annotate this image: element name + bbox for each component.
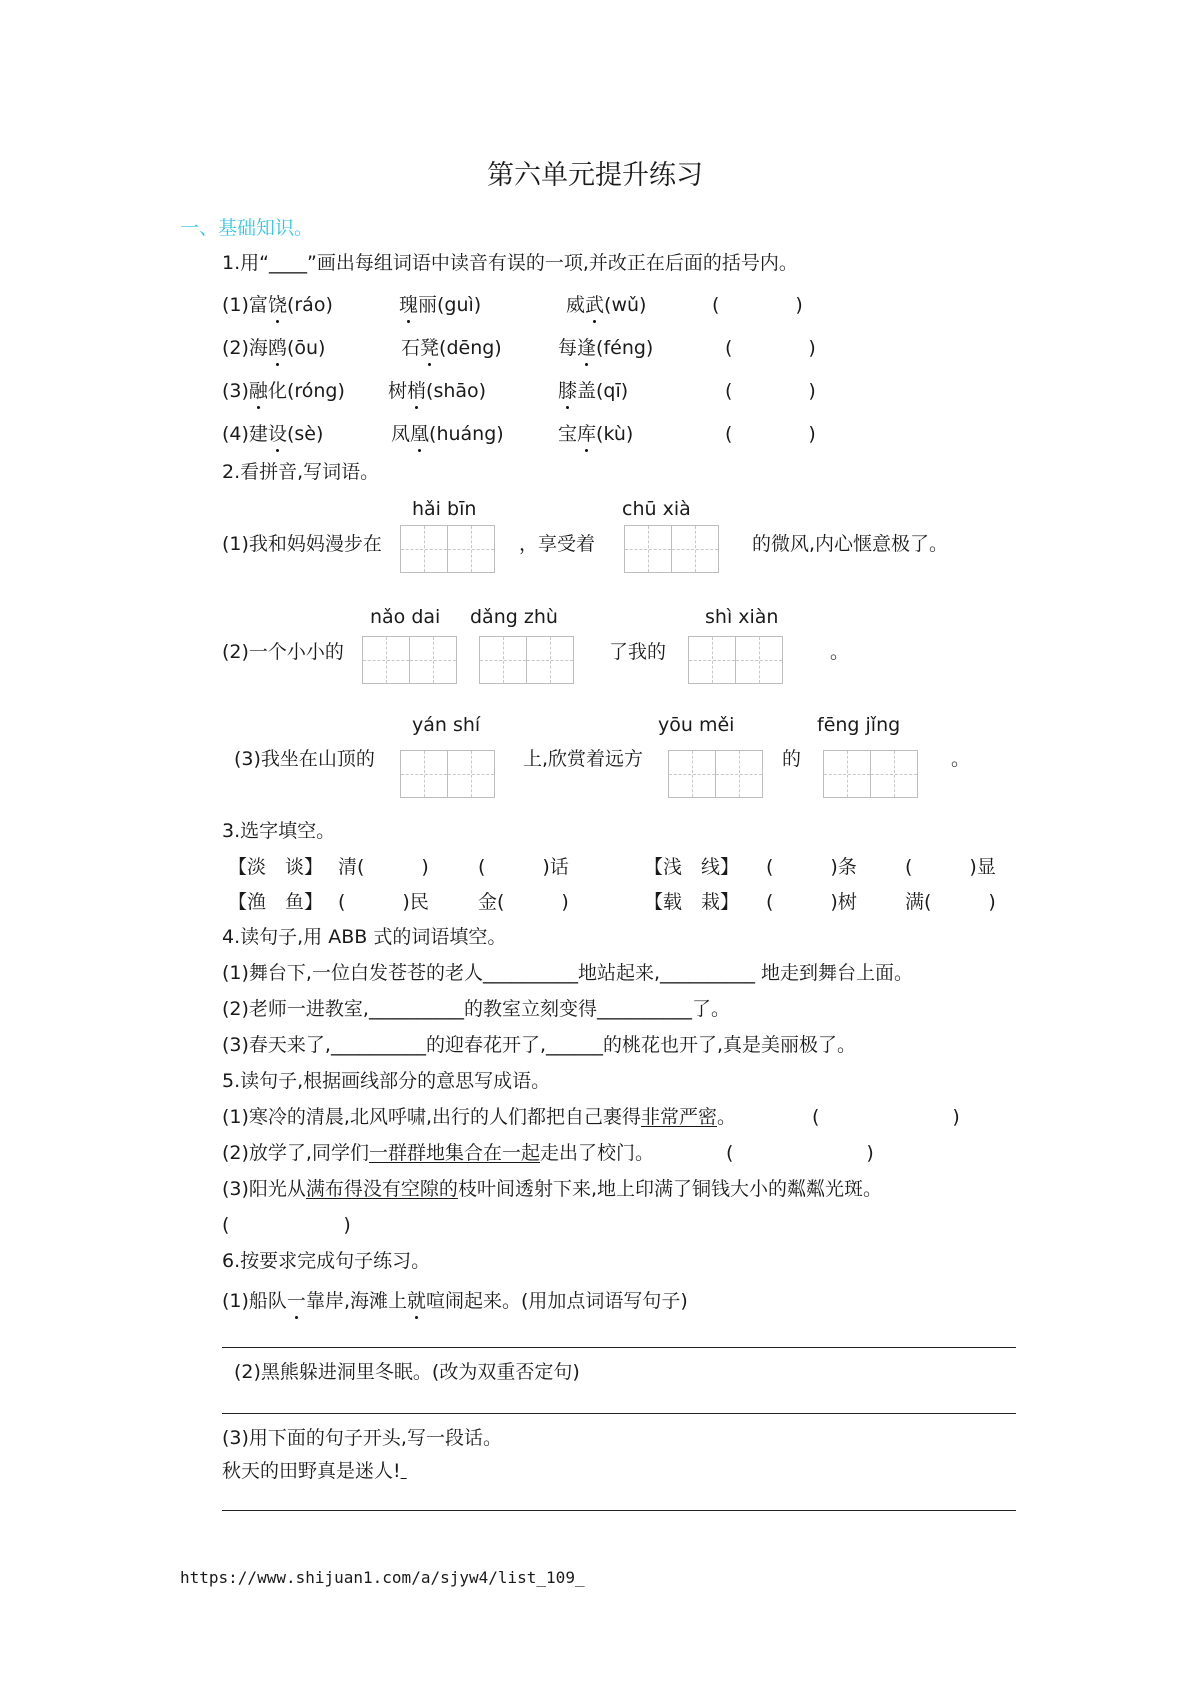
writing-grid[interactable] — [624, 525, 718, 573]
page-title: 第六单元提升练习 — [487, 160, 703, 191]
pinyin-label: yōu měi — [658, 714, 735, 736]
writing-grid[interactable] — [668, 750, 762, 798]
footer-url[interactable]: https://www.shijuan1.com/a/sjyw4/list_109_ — [180, 1568, 585, 1587]
char-group: 【载 栽】 — [644, 891, 740, 913]
answer-line[interactable] — [222, 1347, 1016, 1348]
q6-sentence: (3)用下面的句子开头,写一段话。 — [222, 1427, 502, 1449]
answer-bracket[interactable]: ( ) — [222, 1214, 351, 1236]
pinyin-label: dǎng zhù — [470, 606, 558, 628]
writing-grid[interactable] — [479, 636, 573, 684]
fill-blank[interactable]: ( )显 — [905, 856, 996, 878]
char-group: 【浅 线】 — [644, 856, 740, 878]
fill-blank[interactable]: 金( ) — [478, 891, 569, 913]
writing-grid[interactable] — [823, 750, 917, 798]
fill-blank[interactable]: ( )民 — [338, 891, 429, 913]
q2-text: (3)我坐在山顶的 — [234, 748, 375, 770]
answer-bracket[interactable]: ( ) — [726, 1142, 874, 1164]
pinyin-label: yán shí — [412, 714, 481, 736]
pinyin-label: shì xiàn — [705, 606, 779, 628]
answer-bracket[interactable]: ( ) — [725, 423, 816, 445]
section-heading: 一、基础知识。 — [180, 217, 314, 239]
answer-bracket[interactable]: ( ) — [812, 1106, 960, 1128]
q6-sentence: (2)黑熊躲进洞里冬眠。(改为双重否定句) — [234, 1361, 580, 1383]
writing-grid[interactable] — [400, 750, 494, 798]
fill-blank[interactable]: ( )条 — [766, 856, 857, 878]
q5-sentence: (1)寒冷的清晨,北风呼啸,出行的人们都把自己裹得非常严密。 — [222, 1106, 737, 1128]
q2-text: 上,欣赏着远方 — [523, 748, 644, 770]
fill-blank[interactable]: 清( ) — [338, 856, 429, 878]
q6-title: 6.按要求完成句子练习。 — [222, 1250, 431, 1272]
q6-sentence: 秋天的田野真是迷人! — [222, 1460, 401, 1482]
q2-text: (2)一个小小的 — [222, 641, 344, 663]
q2-text: 。 — [830, 641, 850, 663]
q6-sentence: (1)船队一靠岸,海滩上就喧闹起来。(用加点词语写句子) — [222, 1290, 688, 1312]
pinyin-label: nǎo dai — [370, 606, 441, 628]
pinyin-label: hǎi bīn — [412, 498, 477, 520]
writing-grid[interactable] — [362, 636, 456, 684]
answer-bracket[interactable]: ( ) — [712, 294, 803, 316]
char-group: 【淡 谈】 — [228, 856, 324, 878]
q2-text: (1)我和妈妈漫步在 — [222, 533, 382, 555]
q1-title: 1.用“____”画出每组词语中读音有误的一项,并改正在后面的括号内。 — [222, 252, 798, 274]
q2-title: 2.看拼音,写词语。 — [222, 461, 380, 483]
q4-title: 4.读句子,用 ABB 式的词语填空。 — [222, 926, 507, 948]
fill-blank[interactable]: 满( ) — [905, 891, 996, 913]
fill-blank[interactable]: ( )话 — [478, 856, 569, 878]
q2-text: 了我的 — [609, 641, 667, 663]
answer-line[interactable] — [222, 1413, 1016, 1414]
answer-line[interactable] — [222, 1510, 1016, 1511]
fill-blank[interactable]: ( )树 — [766, 891, 857, 913]
answer-bracket[interactable]: ( ) — [725, 337, 816, 359]
q2-text: 的微风,内心惬意极了。 — [752, 533, 949, 555]
writing-grid[interactable] — [400, 525, 494, 573]
q4-line[interactable]: (1)舞台下,一位白发苍苍的老人__________地站起来,__________ 地走到舞台上面。 — [222, 962, 914, 984]
pinyin-label: chū xià — [622, 498, 691, 520]
q4-line[interactable]: (2)老师一进教室,__________的教室立刻变得__________了。 — [222, 998, 730, 1020]
q5-title: 5.读句子,根据画线部分的意思写成语。 — [222, 1070, 551, 1092]
q4-line[interactable]: (3)春天来了,__________的迎春花开了,______的桃花也开了,真是美丽极了。 — [222, 1034, 857, 1056]
answer-bracket[interactable]: ( ) — [725, 380, 816, 402]
q2-text: 。 — [951, 748, 971, 770]
writing-grid[interactable] — [688, 636, 782, 684]
q2-text: 的 — [782, 748, 802, 770]
char-group: 【渔 鱼】 — [228, 891, 324, 913]
q5-sentence: (3)阳光从满布得没有空隙的枝叶间透射下来,地上印满了铜钱大小的粼粼光斑。 — [222, 1178, 882, 1200]
q5-sentence: (2)放学了,同学们一群群地集合在一起走出了校门。 — [222, 1142, 654, 1164]
pinyin-label: fēng jǐng — [817, 714, 901, 736]
q2-text: ，享受着 — [519, 533, 596, 555]
q3-title: 3.选字填空。 — [222, 820, 336, 842]
